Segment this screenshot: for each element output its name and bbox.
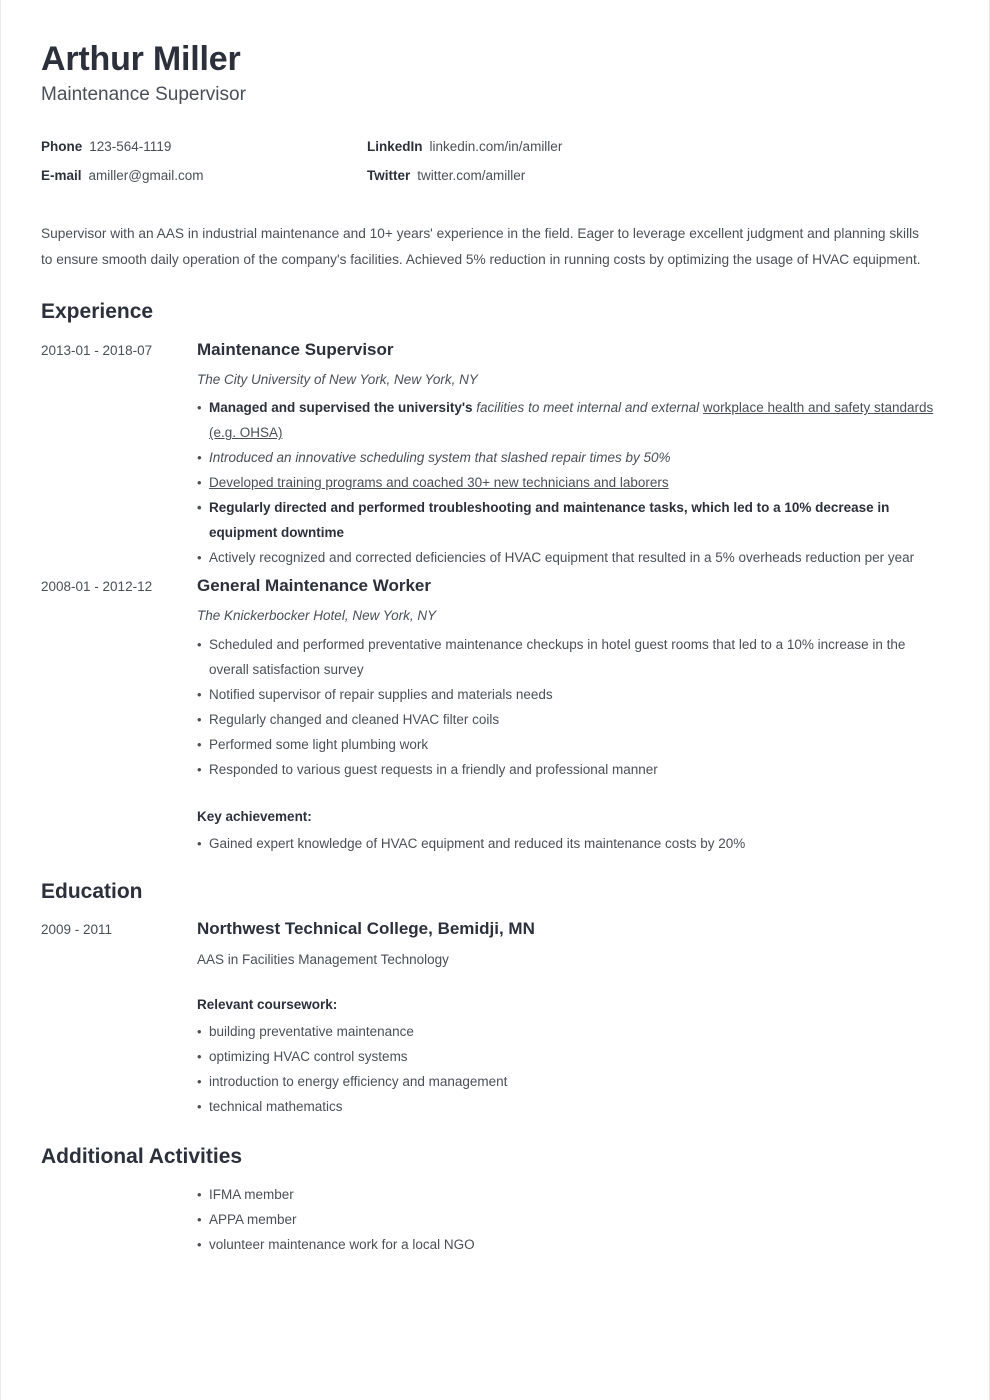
list-item: • Developed training programs and coached 30+ new technicians and laborers bbox=[197, 471, 947, 496]
list-item: • Notified supervisor of repair supplies and materials needs bbox=[197, 683, 947, 708]
experience-entry-date: 2013-01 - 2018-07 bbox=[41, 342, 153, 358]
candidate-job-title: Maintenance Supervisor bbox=[41, 84, 246, 106]
experience-entry bbox=[41, 575, 959, 857]
contact-item-linkedin bbox=[367, 138, 959, 156]
key-achievement-label: Key achievement: bbox=[197, 808, 312, 824]
section-title-education: Education bbox=[41, 880, 143, 904]
education-entry-date: 2009 - 2011 bbox=[41, 922, 113, 938]
section-additional-activities bbox=[41, 1144, 959, 1258]
list-item: • technical mathematics bbox=[197, 1095, 947, 1120]
activities-entry-date-spacer bbox=[41, 1183, 197, 1258]
resume-header bbox=[41, 40, 959, 185]
experience-employer: The City University of New York, New York, NY bbox=[197, 371, 478, 387]
experience-job-title: Maintenance Supervisor bbox=[197, 339, 394, 359]
education-entry bbox=[41, 918, 959, 1119]
candidate-name: Arthur Miller bbox=[41, 40, 241, 78]
list-item: • Performed some light plumbing work bbox=[197, 733, 947, 758]
professional-summary: Supervisor with an AAS in industrial maintenance and 10+ years' experience in the field. Eager to leverage excellent judgment and planning skills to ensure smooth daily operation of the company's facilities. Achieved 5% reduction in running costs by optimizing the usage of HVAC equipment. bbox=[41, 225, 921, 268]
contact-label-phone: Phone bbox=[41, 138, 83, 154]
list-item: • introduction to energy efficiency and management bbox=[197, 1070, 947, 1095]
contact-value-linkedin[interactable]: linkedin.com/in/amiller bbox=[429, 138, 563, 154]
contact-item-email bbox=[41, 167, 367, 185]
section-title-additional-activities: Additional Activities bbox=[41, 1144, 243, 1168]
experience-entry-body bbox=[197, 575, 959, 857]
coursework-list bbox=[197, 1020, 959, 1120]
list-item bbox=[197, 396, 947, 446]
education-entry-body bbox=[197, 918, 959, 1119]
education-degree: AAS in Facilities Management Technology bbox=[197, 952, 449, 968]
contact-value-email[interactable]: amiller@gmail.com bbox=[88, 168, 204, 184]
contact-label-linkedin: LinkedIn bbox=[367, 138, 423, 154]
activities-list bbox=[197, 1183, 959, 1258]
list-item: • Introduced an innovative scheduling system that slashed repair times by 50% bbox=[197, 446, 947, 471]
experience-entry-body bbox=[197, 339, 959, 572]
key-achievement-list bbox=[197, 832, 959, 857]
section-title-experience: Experience bbox=[41, 300, 154, 324]
list-item: • IFMA member bbox=[197, 1183, 947, 1208]
list-item: • optimizing HVAC control systems bbox=[197, 1045, 947, 1070]
section-education bbox=[41, 879, 959, 1120]
section-experience bbox=[41, 299, 959, 857]
experience-bullet-list bbox=[197, 633, 959, 783]
list-item: • Responded to various guest requests in a friendly and professional manner bbox=[197, 758, 947, 783]
contact-info-grid bbox=[41, 138, 959, 185]
list-item: • building preventative maintenance bbox=[197, 1020, 947, 1045]
list-item: • Scheduled and performed preventative maintenance checkups in hotel guest rooms that led to a 10% increase in the overall satisfaction survey bbox=[197, 633, 947, 683]
activities-entry bbox=[41, 1183, 959, 1258]
bullet-segment-bold: Managed and supervised the university's bbox=[209, 400, 473, 416]
contact-item-phone bbox=[41, 138, 367, 156]
bullet-segment-italic: facilities to meet internal and external bbox=[472, 400, 703, 416]
list-item: • Regularly changed and cleaned HVAC filter coils bbox=[197, 708, 947, 733]
experience-employer: The Knickerbocker Hotel, New York, NY bbox=[197, 608, 437, 624]
list-item: • Actively recognized and corrected deficiencies of HVAC equipment that resulted in a 5% overheads reduction per year bbox=[197, 546, 947, 571]
experience-job-title: General Maintenance Worker bbox=[197, 576, 431, 596]
list-item: • Gained expert knowledge of HVAC equipment and reduced its maintenance costs by 20% bbox=[197, 832, 947, 857]
list-item: • APPA member bbox=[197, 1208, 947, 1233]
education-school: Northwest Technical College, Bemidji, MN bbox=[197, 919, 535, 939]
list-item: • Regularly directed and performed troubleshooting and maintenance tasks, which led to a 10% decrease in equipment downtime bbox=[197, 496, 947, 546]
experience-entry bbox=[41, 339, 959, 572]
list-item: • volunteer maintenance work for a local NGO bbox=[197, 1233, 947, 1258]
contact-item-twitter bbox=[367, 167, 959, 185]
contact-value-twitter[interactable]: twitter.com/amiller bbox=[417, 168, 526, 184]
contact-value-phone: 123-564-1119 bbox=[89, 138, 172, 154]
activities-entry-body bbox=[197, 1183, 959, 1258]
contact-label-email: E-mail bbox=[41, 168, 82, 184]
experience-bullet-list bbox=[197, 396, 959, 571]
relevant-coursework-label: Relevant coursework: bbox=[197, 996, 338, 1012]
experience-entry-date: 2008-01 - 2012-12 bbox=[41, 579, 153, 595]
contact-label-twitter: Twitter bbox=[367, 168, 411, 184]
bullet-segment-underline: workplace health and safety standards (e.g. OHSA) bbox=[209, 400, 934, 441]
